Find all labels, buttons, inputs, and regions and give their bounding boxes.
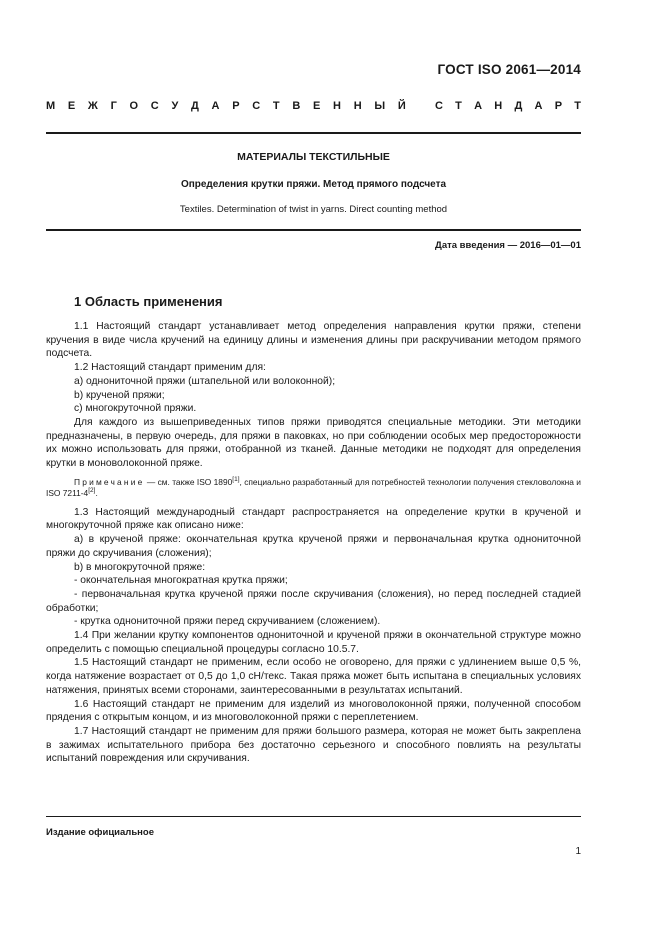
banner-letter: С <box>435 100 443 112</box>
note-text-b: , специально разработанный для потребностей технологии получения стекловолокна и ISO 7211-4 <box>46 476 581 499</box>
banner-letter: Т <box>574 100 581 112</box>
banner-letter: А <box>211 100 220 112</box>
banner-letter: Ы <box>374 100 386 112</box>
note-text-a: — см. также ISO 1890 <box>144 476 233 487</box>
clause-1-3-item-a: а) в крученой пряже: окончательная крутка крученой пряжи и первоначальная крутка однониточной пряжи до скручивания (сложения); <box>46 534 581 559</box>
clause-1-1: 1.1 Настоящий стандарт устанавливает метод определения направления крутки пряжи, степени кручения в виде числа кручений на единицу длины и изменения длины при раскручивании методом прямого подсчета. <box>46 321 581 360</box>
banner-letter: М <box>46 100 56 112</box>
banner-letter: Е <box>313 100 321 112</box>
banner-letter: С <box>252 100 261 112</box>
clause-1-3-b-dash-2: - первоначальная крутка крученой пряжи после скручивания (сложения), но перед последней стадией обработки; <box>46 588 581 614</box>
banner-word-standard <box>435 100 581 112</box>
banner-letter: В <box>292 100 301 112</box>
clause-1-2-item-b: b) крученой пряжи; <box>74 389 165 401</box>
clause-1-6: 1.6 Настоящий стандарт не применим для изделий из многоволоконной пряжи, полученной способом прядения с открытым концом, и из многоволоконной пряжи с переплетением. <box>46 698 581 724</box>
clause-1-2: 1.2 Настоящий стандарт применим для: <box>74 362 266 374</box>
document-subtitle: Определения крутки пряжи. Метод прямого подсчета <box>180 179 447 190</box>
note-text-c: . <box>95 488 98 499</box>
clause-1-3-b-dash-1: - окончательная многократная крутка пряжи; <box>74 575 288 587</box>
interstate-standard-banner <box>46 100 581 112</box>
title-rule <box>46 229 581 231</box>
effective-date: Дата введения — 2016—01—01 <box>435 240 581 251</box>
banner-letter: А <box>534 100 543 112</box>
header-rule <box>46 132 581 134</box>
clause-1-7: 1.7 Настоящий стандарт не применим для пряжи большого размера, которая не может быть закреплена в зажимах испытательного прибора без достаточно серьезного и способного повлиять на результаты испытаний повреждения или скручивания. <box>46 725 581 765</box>
special-methods-paragraph: Для каждого из вышеприведенных типов пряжи приводятся специальные методики. Эти методики предназначены, в первую очередь, для пряжи в паковках, но при соблюдении особых мер предосторожности их можно использовать для пряжи, отобранной из тканей. Данные методики не подходят для определения крутки в моноволоконной пряже. <box>46 416 581 470</box>
banner-letter: Н <box>494 100 503 112</box>
banner-letter: Р <box>554 100 563 112</box>
standard-code: ГОСТ ISO 2061—2014 <box>437 62 581 77</box>
banner-letter: Т <box>272 100 280 112</box>
note-paragraph <box>46 477 581 500</box>
section-heading: 1 Область применения <box>74 294 223 309</box>
clause-1-2-item-c: с) многокруточной пряжи. <box>74 403 197 415</box>
reference-2: [2] <box>88 487 96 495</box>
banner-letter: А <box>474 100 483 112</box>
document-title: МАТЕРИАЛЫ ТЕКСТИЛЬНЫЕ <box>237 151 390 163</box>
section-body <box>46 320 581 766</box>
official-edition-label: Издание официальное <box>46 827 154 838</box>
page-number: 1 <box>575 846 581 857</box>
footer-rule <box>46 816 581 817</box>
banner-letter: Т <box>455 100 462 112</box>
banner-letter: Е <box>67 100 76 112</box>
banner-letter: Н <box>333 100 341 112</box>
note-label: Примечание <box>74 476 145 487</box>
banner-letter: Г <box>110 100 117 112</box>
reference-1: [1] <box>232 475 240 483</box>
banner-letter: С <box>150 100 159 112</box>
banner-letter: О <box>129 100 139 112</box>
banner-letter: Н <box>353 100 362 112</box>
clause-1-3: 1.3 Настоящий международный стандарт распространяется на определение крутки в крученой и многокруточной пряже как описано ниже: <box>46 506 581 532</box>
banner-letter: Д <box>191 100 199 112</box>
clause-1-3-item-b: b) в многокруточной пряже: <box>74 561 206 573</box>
banner-letter: Д <box>514 100 523 112</box>
document-title-english: Textiles. Determination of twist in yarns. Direct counting method <box>179 204 448 215</box>
banner-letter: Й <box>397 100 406 112</box>
clause-1-3-b-dash-3: - крутка однониточной пряжи перед скручиванием (сложением). <box>74 616 381 628</box>
banner-word-interstate <box>46 100 406 112</box>
banner-letter: Р <box>232 100 240 112</box>
clause-1-2-item-a: а) однониточной пряжи (штапельной или волоконной); <box>74 375 336 387</box>
clause-1-5: 1.5 Настоящий стандарт не применим, если особо не оговорено, для пряжи с удлинением выше 0,5 %, когда натяжение возрастает от 0,5 до 1,0 сН/текс. Такая пряжа может быть испытана в специальных условиях натяжения, принятых всеми сторонами, заинтересованными в результатах испытаний. <box>46 657 581 696</box>
banner-letter: Ж <box>87 100 98 112</box>
clause-1-4: 1.4 При желании крутку компонентов однониточной и крученой пряжи в окончательной структуре можно определить с помощью специальной процедуры согласно 10.5.7. <box>46 630 581 655</box>
banner-letter: У <box>171 100 179 112</box>
